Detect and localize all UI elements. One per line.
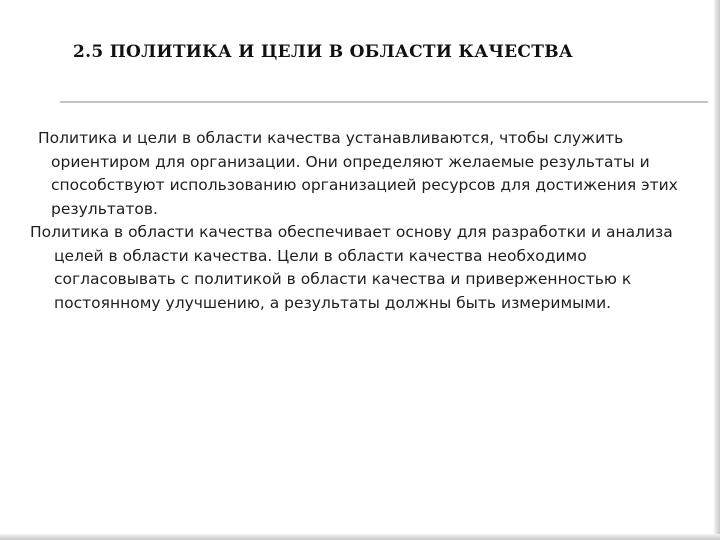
frame-shadow-bottom (0, 534, 720, 540)
slide-title: 2.5 ПОЛИТИКА И ЦЕЛИ В ОБЛАСТИ КАЧЕСТВА (73, 42, 574, 62)
slide-body (30, 127, 680, 315)
slide-header (0, 0, 714, 104)
title-divider (60, 101, 708, 103)
paragraph-quality-policy: Политика в области качества обеспечивает основу для разработки и анализа целей в области качества. Цели в области качества необходимо согласовывать с политикой в области качества и приверженностью к постоянному улучшению, а результаты должны быть измеримыми. (30, 223, 673, 312)
frame-shadow-right (714, 0, 720, 540)
paragraph-policy-objectives: Политика и цели в области качества устанавливаются, чтобы служить ориентиром для организации. Они определяют желаемые результаты и способствуют использованию организацией ресурсов для достижения этих результатов. (38, 129, 678, 218)
